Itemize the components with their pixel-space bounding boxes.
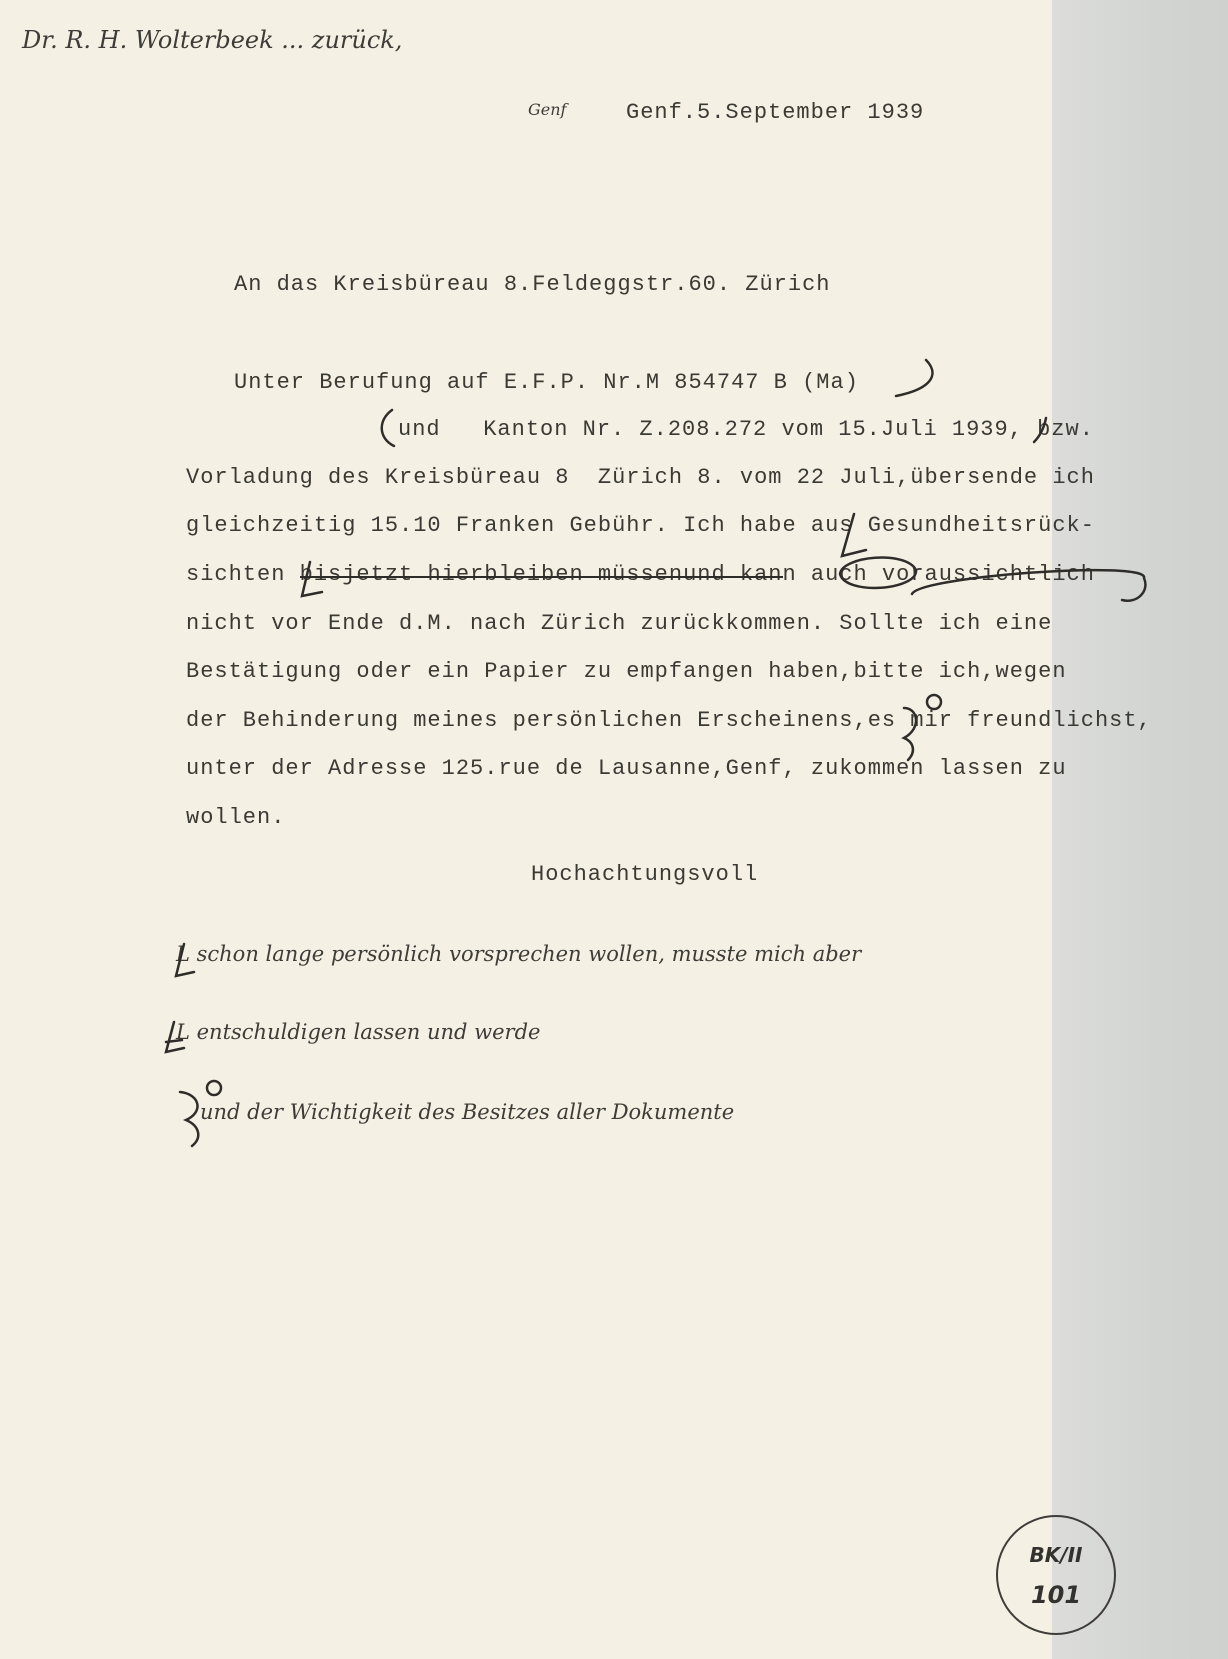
handwritten-note-2: L entschuldigen lassen und werde [176, 1020, 541, 1044]
body-line-9: unter der Adresse 125.rue de Lausanne,Genf, zukommen lassen zu [186, 756, 1067, 781]
struck-out-text: bisjetzt hierbleiben müssenund kan [299, 562, 783, 587]
body-line-2: und Kanton Nr. Z.208.272 vom 15.Juli 1939, bzw. [398, 417, 1094, 442]
handwritten-note-1: L schon lange persönlich vorsprechen wollen, musste mich aber [176, 942, 862, 966]
body-line-7: Bestätigung oder ein Papier zu empfangen haben,bitte ich,wegen [186, 659, 1067, 684]
auch-circle-mark [840, 558, 916, 588]
comma-mark [1034, 418, 1046, 442]
insertion-mark-1 [842, 514, 866, 556]
body-line-5-mid: n auch [782, 562, 882, 587]
insertion-circle-mark [927, 695, 941, 709]
body-line-6: nicht vor Ende d.M. nach Zürich zurückkommen. Sollte ich eine [186, 611, 1053, 636]
handwritten-note-3: und der Wichtigkeit des Besitzes aller Dokumente [200, 1100, 735, 1124]
body-line-3: Vorladung des Kreisbüreau 8 Zürich 8. vom 22 Juli,übersende ich [186, 465, 1095, 490]
body-line-4: gleichzeitig 15.10 Franken Gebühr. Ich habe aus Gesundheitsrück- [186, 513, 1095, 538]
handwritten-header-note: Dr. R. H. Wolterbeek ... zurück, [22, 26, 403, 54]
voraussichtlich-bracket-mark [912, 570, 1145, 601]
body-line-5-end: voraussichtlich [881, 562, 1095, 587]
insertion-mark-3 [904, 708, 916, 760]
footnote-mark-2 [166, 1022, 184, 1052]
letter-date: Genf.5.September 1939 [626, 100, 925, 125]
archive-stamp [996, 1515, 1116, 1635]
bracket-open-mark [382, 410, 394, 446]
footnote-mark-3 [180, 1092, 198, 1146]
body-line-10: wollen. [186, 805, 286, 830]
handwritten-date-prefix: Genf [528, 100, 567, 119]
stamp-collection: BK/II [1029, 1543, 1083, 1567]
stamp-number: 101 [1030, 1581, 1082, 1609]
body-line-5-start: sichten [186, 562, 300, 587]
footnote-circle-mark [207, 1081, 221, 1095]
letter-closing: Hochachtungsvoll [531, 862, 759, 887]
body-line-8: der Behinderung meines persönlichen Erscheinens,es mir freundlichst, [186, 708, 1152, 733]
footnote-mark-1 [176, 944, 194, 976]
bracket-close-mark [896, 360, 932, 396]
body-line-1: Unter Berufung auf E.F.P. Nr.M 854747 B (Ma) [234, 370, 859, 395]
letter-recipient-address: An das Kreisbüreau 8.Feldeggstr.60. Zürich [234, 272, 831, 297]
insertion-mark-2 [302, 562, 322, 596]
